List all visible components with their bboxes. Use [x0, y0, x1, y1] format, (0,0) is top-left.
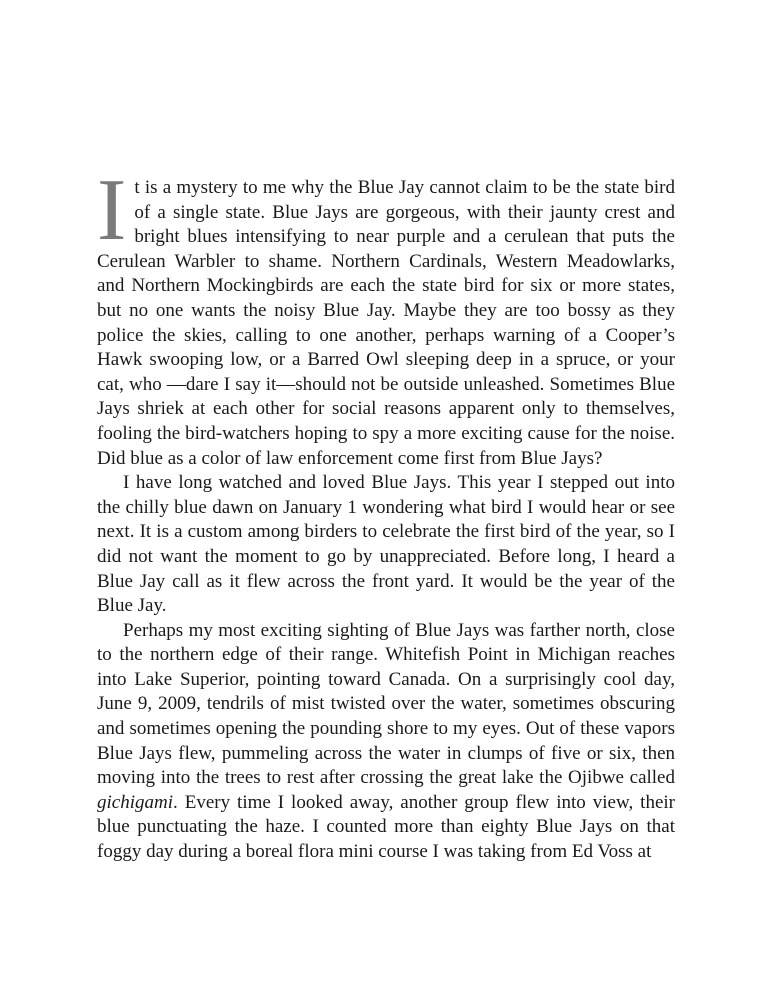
paragraph-3-text-after: . Every time I looked away, another group flew into view, their blue punctuating the haze. I counted more than eighty Blue Jays on that foggy day during a boreal flora mini course I was taking from Ed Voss at	[97, 791, 675, 863]
paragraph-2	[97, 471, 675, 619]
paragraph-3	[97, 619, 675, 865]
page-body	[97, 162, 675, 865]
paragraph-1-text: t is a mystery to me why the Blue Jay cannot claim to be the state bird of a single state. Blue Jays are gorgeous, with their jaunty crest and bright blues intensifying to near purple and a cerulean that puts the Cerulean Warbler to shame. Northern Cardinals, Western Meadowlarks, and Northern Mockingbirds are each the state bird for six or more states, but no one wants the noisy Blue Jay. Maybe they are too bossy as they police the skies, calling to one another, perhaps warning of a Cooper’s Hawk swooping low, or a Barred Owl sleeping deep in a spruce, or your cat, who —dare I say it—should not be outside unleashed. Sometimes Blue Jays shriek at each other for social reasons apparent only to themselves, fooling the bird-watchers hoping to spy a more exciting cause for the noise. Did blue as a color of law enforcement come first from Blue Jays?	[97, 177, 675, 469]
ojibwe-word: gichigami	[97, 791, 173, 813]
drop-cap: I	[97, 162, 127, 259]
paragraph-1	[97, 162, 675, 471]
paragraph-3-text-before: Perhaps my most exciting sighting of Blue Jays was farther north, close to the northern edge of their range. Whitefish Point in Michigan reaches into Lake Superior, pointing toward Canada. On a surprisingly cool day, June 9, 2009, tendrils of mist twisted over the water, sometimes obscuring and sometimes opening the pounding shore to my eyes. Out of these vapors Blue Jays flew, pummeling across the water in clumps of five or six, then moving into the trees to rest after crossing the great lake the Ojibwe called	[97, 619, 675, 789]
paragraph-2-text: I have long watched and loved Blue Jays. This year I stepped out into the chilly blue dawn on January 1 wondering what bird I would hear or see next. It is a custom among birders to celebrate the first bird of the year, so I did not want the moment to go by unappreciated. Before long, I heard a Blue Jay call as it flew across the front yard. It would be the year of the Blue Jay.	[97, 472, 675, 617]
